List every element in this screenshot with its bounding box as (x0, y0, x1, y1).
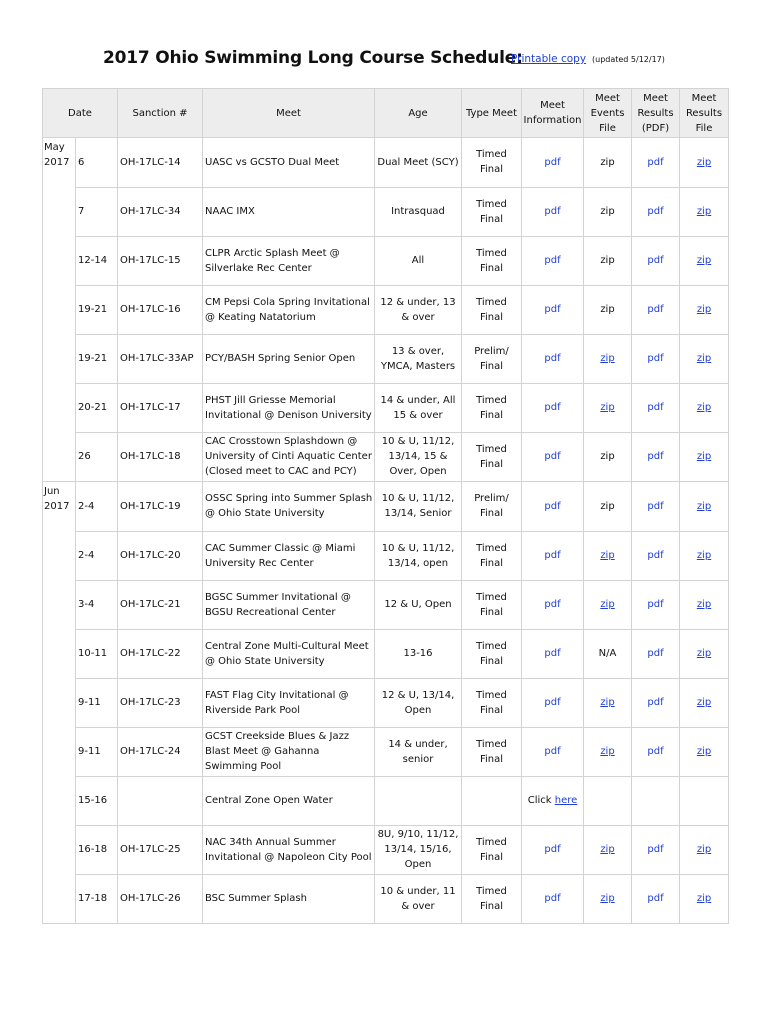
month-cell (43, 531, 76, 580)
meet-name-cell: Central Zone Multi-Cultural Meet @ Ohio State University (203, 629, 375, 678)
results-pdf-cell (632, 334, 680, 383)
meet-name-cell: CLPR Arctic Splash Meet @ Silverlake Rec Center (203, 236, 375, 285)
type-meet-cell (462, 776, 522, 825)
meet-name-cell: OSSC Spring into Summer Splash @ Ohio State University (203, 482, 375, 532)
table-row (43, 334, 729, 383)
meet-name-cell: CAC Summer Classic @ Miami University Rec Center (203, 531, 375, 580)
sanction-cell: OH-17LC-34 (118, 187, 203, 236)
table-row (43, 874, 729, 924)
meet-info-cell (522, 776, 584, 825)
schedule-body (43, 138, 729, 924)
results-pdf-cell (632, 727, 680, 776)
meet-info-pdf-link[interactable]: pdf (544, 746, 561, 757)
meet-info-cell (522, 187, 584, 236)
month-cell (43, 334, 76, 383)
results-zip-link[interactable]: zip (696, 500, 712, 512)
date-cell: 17-18 (76, 874, 118, 924)
age-cell: 10 & U, 11/12, 13/14, 15 & Over, Open (375, 432, 462, 482)
meet-info-cell (522, 678, 584, 727)
table-row (43, 236, 729, 285)
meet-info-pdf-link[interactable]: pdf (544, 500, 561, 512)
events-file-text: zip (600, 206, 615, 217)
sanction-cell: OH-17LC-16 (118, 285, 203, 334)
col-header-events: Meet Events File (584, 89, 632, 138)
meet-info-cell (522, 138, 584, 188)
meet-name-cell: GCST Creekside Blues & Jazz Blast Meet @ Gahanna Swimming Pool (203, 727, 375, 776)
results-zip-link[interactable]: zip (696, 893, 712, 905)
results-file-cell (680, 383, 729, 432)
events-zip-link[interactable]: zip (600, 746, 615, 757)
events-file-cell (584, 187, 632, 236)
events-file-cell (584, 236, 632, 285)
events-file-cell (584, 580, 632, 629)
meet-name-cell: BGSC Summer Invitational @ BGSU Recreational Center (203, 580, 375, 629)
date-cell: 6 (76, 138, 118, 188)
table-row (43, 629, 729, 678)
table-row (43, 580, 729, 629)
age-cell: 10 & U, 11/12, 13/14, Senior (375, 482, 462, 532)
results-pdf-cell (632, 874, 680, 924)
click-prefix-text: Click (527, 795, 555, 806)
date-cell: 19-21 (76, 334, 118, 383)
month-cell (43, 383, 76, 432)
table-row (43, 531, 729, 580)
col-header-sanction: Sanction # (118, 89, 203, 138)
sanction-cell: OH-17LC-21 (118, 580, 203, 629)
month-cell (43, 825, 76, 874)
meet-info-pdf-link[interactable]: pdf (544, 255, 561, 266)
title-row (0, 48, 770, 74)
sanction-cell: OH-17LC-26 (118, 874, 203, 924)
age-cell: 14 & under, All 15 & over (375, 383, 462, 432)
results-pdf-link[interactable]: pdf (647, 697, 664, 708)
results-pdf-cell (632, 776, 680, 825)
sanction-cell: OH-17LC-23 (118, 678, 203, 727)
results-pdf-cell (632, 138, 680, 188)
results-pdf-cell (632, 629, 680, 678)
age-cell: 13 & over, YMCA, Masters (375, 334, 462, 383)
meet-name-cell: CAC Crosstown Splashdown @ University of Cinti Aquatic Center (Closed meet to CAC and PCY) (203, 432, 375, 482)
updated-note: (updated 5/12/17) (592, 55, 665, 64)
results-pdf-cell (632, 236, 680, 285)
type-meet-cell: Timed Final (462, 285, 522, 334)
type-meet-cell: Timed Final (462, 825, 522, 874)
events-file-cell (584, 776, 632, 825)
type-meet-cell: Timed Final (462, 432, 522, 482)
meet-info-cell (522, 482, 584, 532)
age-cell: Intrasquad (375, 187, 462, 236)
meet-info-cell (522, 874, 584, 924)
type-meet-cell: Timed Final (462, 727, 522, 776)
sanction-cell: OH-17LC-15 (118, 236, 203, 285)
age-cell: Dual Meet (SCY) (375, 138, 462, 188)
events-zip-link[interactable]: zip (600, 550, 615, 561)
results-pdf-cell (632, 383, 680, 432)
events-file-cell (584, 334, 632, 383)
meet-name-cell: PCY/BASH Spring Senior Open (203, 334, 375, 383)
results-pdf-link[interactable]: pdf (647, 353, 664, 364)
meet-info-pdf-link[interactable]: pdf (544, 206, 561, 217)
results-file-cell (680, 874, 729, 924)
meet-info-cell (522, 531, 584, 580)
events-file-cell (584, 825, 632, 874)
table-row (43, 482, 729, 532)
sanction-cell: OH-17LC-20 (118, 531, 203, 580)
meet-name-cell: FAST Flag City Invitational @ Riverside Park Pool (203, 678, 375, 727)
results-pdf-link[interactable]: pdf (647, 255, 664, 266)
table-row (43, 678, 729, 727)
type-meet-cell: Timed Final (462, 138, 522, 188)
date-cell: 19-21 (76, 285, 118, 334)
results-zip-link[interactable]: zip (696, 156, 712, 168)
results-pdf-link[interactable]: pdf (647, 599, 664, 610)
col-header-info: Meet Information (522, 89, 584, 138)
results-pdf-cell (632, 285, 680, 334)
month-cell (43, 285, 76, 334)
page-title: 2017 Ohio Swimming Long Course Schedule: (103, 48, 523, 68)
meet-name-cell: BSC Summer Splash (203, 874, 375, 924)
events-file-text: zip (600, 451, 615, 463)
results-pdf-link[interactable]: pdf (647, 500, 664, 512)
month-cell (43, 629, 76, 678)
results-pdf-link[interactable]: pdf (647, 206, 664, 217)
results-file-cell (680, 138, 729, 188)
events-file-text: zip (600, 255, 615, 266)
results-pdf-link[interactable]: pdf (647, 304, 664, 315)
col-header-meet: Meet (203, 89, 375, 138)
month-cell (43, 874, 76, 924)
type-meet-cell: Timed Final (462, 874, 522, 924)
results-file-cell (680, 580, 729, 629)
meet-info-pdf-link[interactable]: pdf (544, 648, 561, 659)
type-meet-cell: Prelim/ Final (462, 334, 522, 383)
events-file-cell (584, 482, 632, 532)
results-pdf-link[interactable]: pdf (647, 451, 664, 463)
table-row (43, 825, 729, 874)
results-file-cell (680, 531, 729, 580)
sanction-cell: OH-17LC-14 (118, 138, 203, 188)
results-zip-link[interactable]: zip (696, 697, 712, 708)
age-cell: 8U, 9/10, 11/12, 13/14, 15/16, Open (375, 825, 462, 874)
results-file-cell (680, 825, 729, 874)
date-cell: 3-4 (76, 580, 118, 629)
printable-copy-link[interactable]: Printable copy (511, 53, 587, 65)
events-zip-link[interactable]: zip (600, 844, 615, 855)
events-file-text: zip (600, 304, 615, 315)
events-zip-link[interactable]: zip (600, 353, 615, 364)
results-file-cell (680, 432, 729, 482)
month-cell (43, 580, 76, 629)
meet-info-cell (522, 629, 584, 678)
age-cell: 13-16 (375, 629, 462, 678)
date-cell: 20-21 (76, 383, 118, 432)
events-file-cell (584, 629, 632, 678)
events-file-cell (584, 138, 632, 188)
meet-info-cell (522, 334, 584, 383)
results-pdf-link[interactable]: pdf (647, 156, 664, 168)
open-water-here-link[interactable]: here (554, 795, 578, 806)
events-file-text: zip (600, 156, 615, 168)
results-pdf-link[interactable]: pdf (647, 893, 664, 905)
type-meet-cell: Timed Final (462, 187, 522, 236)
meet-info-cell (522, 432, 584, 482)
meet-info-cell (522, 236, 584, 285)
results-pdf-link[interactable]: pdf (647, 746, 664, 757)
col-header-type: Type Meet (462, 89, 522, 138)
results-zip-link[interactable]: zip (696, 304, 712, 315)
table-row (43, 187, 729, 236)
events-zip-link[interactable]: zip (600, 697, 615, 708)
date-cell: 9-11 (76, 727, 118, 776)
results-zip-link[interactable]: zip (696, 844, 712, 855)
results-zip-link[interactable]: zip (696, 599, 712, 610)
results-file-cell (680, 285, 729, 334)
results-file-cell (680, 629, 729, 678)
results-pdf-cell (632, 531, 680, 580)
results-zip-link[interactable]: zip (696, 550, 712, 561)
results-pdf-cell (632, 482, 680, 532)
type-meet-cell: Timed Final (462, 580, 522, 629)
type-meet-cell: Timed Final (462, 629, 522, 678)
results-file-cell (680, 334, 729, 383)
date-cell: 16-18 (76, 825, 118, 874)
events-file-cell (584, 874, 632, 924)
date-cell: 2-4 (76, 531, 118, 580)
results-zip-link[interactable]: zip (696, 353, 712, 364)
col-header-results-pdf: Meet Results (PDF) (632, 89, 680, 138)
results-file-cell (680, 482, 729, 532)
meet-info-pdf-link[interactable]: pdf (544, 156, 561, 168)
meet-info-cell (522, 285, 584, 334)
sanction-cell: OH-17LC-17 (118, 383, 203, 432)
month-cell (43, 236, 76, 285)
events-file-text: N/A (598, 648, 617, 659)
month-label-may: May 2017 (43, 138, 76, 188)
schedule-table (42, 88, 729, 924)
table-row (43, 138, 729, 188)
header-row (43, 89, 729, 138)
age-cell: 12 & U, Open (375, 580, 462, 629)
meet-info-cell (522, 383, 584, 432)
type-meet-cell: Timed Final (462, 236, 522, 285)
results-pdf-cell (632, 678, 680, 727)
age-cell (375, 776, 462, 825)
results-pdf-link[interactable]: pdf (647, 844, 664, 855)
results-zip-link[interactable]: zip (696, 255, 712, 266)
month-label-jun: Jun 2017 (43, 482, 76, 532)
events-file-cell (584, 678, 632, 727)
meet-info-cell (522, 727, 584, 776)
date-cell: 26 (76, 432, 118, 482)
month-cell (43, 727, 76, 776)
results-pdf-link[interactable]: pdf (647, 402, 664, 413)
meet-info-pdf-link[interactable]: pdf (544, 353, 561, 364)
results-pdf-link[interactable]: pdf (647, 648, 664, 659)
table-row (43, 727, 729, 776)
meet-info-pdf-link[interactable]: pdf (544, 451, 561, 463)
age-cell: 10 & U, 11/12, 13/14, open (375, 531, 462, 580)
meet-name-cell: Central Zone Open Water (203, 776, 375, 825)
month-cell (43, 187, 76, 236)
col-header-results-file: Meet Results File (680, 89, 729, 138)
age-cell: 12 & U, 13/14, Open (375, 678, 462, 727)
sanction-cell: OH-17LC-19 (118, 482, 203, 532)
sanction-cell: OH-17LC-25 (118, 825, 203, 874)
age-cell: 12 & under, 13 & over (375, 285, 462, 334)
month-cell (43, 776, 76, 825)
meet-name-cell: NAAC IMX (203, 187, 375, 236)
date-cell: 15-16 (76, 776, 118, 825)
meet-info-pdf-link[interactable]: pdf (544, 697, 561, 708)
events-zip-link[interactable]: zip (600, 893, 615, 905)
meet-info-cell (522, 580, 584, 629)
results-pdf-cell (632, 432, 680, 482)
meet-info-pdf-link[interactable]: pdf (544, 550, 561, 561)
events-file-cell (584, 383, 632, 432)
results-pdf-link[interactable]: pdf (647, 550, 664, 561)
sanction-cell: OH-17LC-18 (118, 432, 203, 482)
col-header-date: Date (43, 89, 118, 138)
meet-info-pdf-link[interactable]: pdf (544, 304, 561, 315)
meet-name-cell: PHST Jill Griesse Memorial Invitational @ Denison University (203, 383, 375, 432)
table-row (43, 776, 729, 825)
age-cell: 14 & under, senior (375, 727, 462, 776)
results-pdf-cell (632, 187, 680, 236)
meet-info-pdf-link[interactable]: pdf (544, 893, 561, 905)
events-zip-link[interactable]: zip (600, 599, 615, 610)
results-zip-link[interactable]: zip (696, 451, 712, 463)
results-zip-link[interactable]: zip (696, 648, 712, 659)
date-cell: 10-11 (76, 629, 118, 678)
type-meet-cell: Timed Final (462, 678, 522, 727)
results-pdf-cell (632, 825, 680, 874)
sanction-cell: OH-17LC-33AP (118, 334, 203, 383)
events-file-cell (584, 531, 632, 580)
events-file-cell (584, 285, 632, 334)
meet-info-pdf-link[interactable]: pdf (544, 402, 561, 413)
type-meet-cell: Timed Final (462, 383, 522, 432)
events-zip-link[interactable]: zip (600, 402, 615, 413)
events-file-text: zip (600, 500, 615, 512)
results-file-cell (680, 776, 729, 825)
table-row (43, 383, 729, 432)
results-zip-link[interactable]: zip (696, 206, 712, 217)
meet-name-cell: NAC 34th Annual Summer Invitational @ Napoleon City Pool (203, 825, 375, 874)
sanction-cell: OH-17LC-22 (118, 629, 203, 678)
type-meet-cell: Timed Final (462, 531, 522, 580)
date-cell: 12-14 (76, 236, 118, 285)
events-file-cell (584, 432, 632, 482)
type-meet-cell: Prelim/ Final (462, 482, 522, 532)
results-file-cell (680, 678, 729, 727)
date-cell: 2-4 (76, 482, 118, 532)
col-header-age: Age (375, 89, 462, 138)
results-zip-link[interactable]: zip (696, 402, 712, 413)
results-file-cell (680, 727, 729, 776)
sanction-cell: OH-17LC-24 (118, 727, 203, 776)
table-row (43, 285, 729, 334)
events-file-cell (584, 727, 632, 776)
results-file-cell (680, 187, 729, 236)
date-cell: 7 (76, 187, 118, 236)
meet-info-pdf-link[interactable]: pdf (544, 844, 561, 855)
meet-name-cell: CM Pepsi Cola Spring Invitational @ Keating Natatorium (203, 285, 375, 334)
sanction-cell (118, 776, 203, 825)
meet-info-cell (522, 825, 584, 874)
meet-info-pdf-link[interactable]: pdf (544, 599, 561, 610)
results-file-cell (680, 236, 729, 285)
month-cell (43, 678, 76, 727)
results-pdf-cell (632, 580, 680, 629)
results-zip-link[interactable]: zip (696, 746, 712, 757)
meet-name-cell: UASC vs GCSTO Dual Meet (203, 138, 375, 188)
date-cell: 9-11 (76, 678, 118, 727)
month-cell (43, 432, 76, 482)
table-row (43, 432, 729, 482)
age-cell: All (375, 236, 462, 285)
age-cell: 10 & under, 11 & over (375, 874, 462, 924)
